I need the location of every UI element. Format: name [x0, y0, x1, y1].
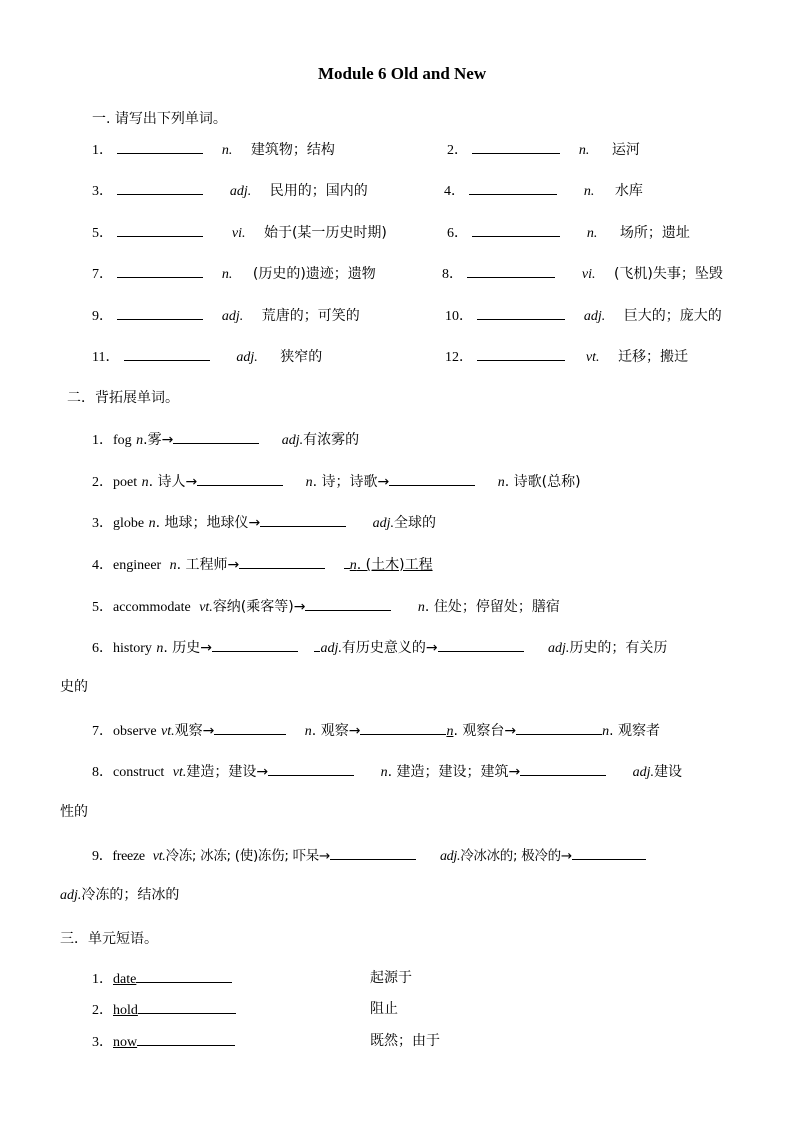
item-number: 5． [92, 226, 113, 241]
part-of-speech: adj. [583, 309, 606, 324]
meaning: .雾→ [143, 432, 174, 448]
part-of-speech: vt. [585, 350, 600, 365]
s1-item-1 [92, 138, 335, 161]
part-of-speech: adj. [372, 516, 395, 531]
meaning: (历史的)遗迹；遗物 [252, 266, 376, 282]
s3-item-2 [92, 999, 236, 1021]
item-number: 6． [92, 641, 113, 656]
item-number: 7． [92, 724, 113, 739]
section-1-heading: 一. 请写出下列单词。 [92, 111, 227, 127]
item-number: 5． [92, 600, 113, 615]
part-of-speech: n [417, 600, 425, 615]
s2-item-6-continued: 史的 [60, 679, 88, 695]
answer-blank[interactable] [472, 221, 560, 237]
part-of-speech: n [497, 475, 505, 490]
phrase-word: now [113, 1035, 138, 1050]
s1-item-7 [92, 262, 376, 285]
meaning: 场所；遗址 [619, 225, 690, 241]
answer-blank[interactable] [197, 470, 283, 486]
s2-item-6 [92, 636, 667, 659]
meaning: 冷冻; 冰冻; (使)冻伤; 吓呆→ [165, 848, 330, 864]
meaning: 巨大的；庞大的 [623, 308, 722, 324]
s2-item-3 [92, 511, 436, 534]
part-of-speech: adj. [320, 641, 342, 656]
part-of-speech: n [305, 475, 313, 490]
s2-item-1 [92, 428, 359, 451]
meaning: 有历史意义的→ [341, 640, 438, 656]
part-of-speech: n. [221, 143, 233, 158]
answer-blank[interactable] [477, 304, 565, 320]
meaning: . 观察台→ [453, 723, 517, 739]
part-of-speech: n. [578, 143, 590, 158]
item-number: 10． [445, 309, 473, 324]
item-number: 7． [92, 267, 113, 282]
part-of-speech: n [304, 724, 312, 739]
headword: globe [113, 516, 145, 531]
s1-item-12 [445, 345, 688, 368]
s1-item-4 [444, 179, 643, 202]
item-number: 9． [92, 309, 113, 324]
part-of-speech: adj. [439, 849, 461, 864]
part-of-speech: adj. [281, 433, 304, 448]
meaning: . 地球；地球仪→ [155, 515, 261, 531]
meaning: 冷冻的；结冰的 [81, 887, 180, 903]
answer-blank[interactable] [138, 999, 236, 1014]
s2-item-9-continued [60, 885, 179, 906]
meaning: . 工程师→ [176, 557, 240, 573]
s2-item-9 [92, 844, 646, 867]
item-number: 4． [92, 558, 113, 573]
meaning: 历史的；有关历 [569, 640, 668, 656]
answer-blank[interactable] [260, 511, 346, 527]
answer-blank[interactable] [137, 1031, 235, 1046]
part-of-speech: vi. [231, 226, 246, 241]
answer-blank[interactable] [124, 345, 210, 361]
part-of-speech: adj. [236, 350, 258, 365]
part-of-speech: vt. [172, 765, 187, 780]
meaning: (飞机)失事；坠毁 [613, 266, 723, 282]
answer-blank[interactable] [117, 179, 203, 195]
answer-blank[interactable] [477, 345, 565, 361]
meaning: 迁移；搬迁 [617, 349, 688, 365]
s2-item-8 [92, 760, 682, 783]
answer-blank[interactable] [520, 760, 606, 776]
answer-blank[interactable] [212, 636, 298, 652]
item-number: 9． [92, 849, 113, 864]
part-of-speech: n [156, 641, 164, 656]
headword: freeze [112, 849, 145, 864]
item-number: 3． [92, 1035, 113, 1050]
answer-blank[interactable] [389, 470, 475, 486]
part-of-speech: adj. [229, 184, 252, 199]
item-number: 12． [445, 350, 473, 365]
answer-blank[interactable] [239, 553, 325, 569]
part-of-speech: n [141, 475, 149, 490]
meaning: 民用的；国内的 [269, 183, 368, 199]
part-of-speech: n. [221, 267, 233, 282]
s3-item-1 [92, 968, 232, 990]
meaning: 容纳(乘客等)→ [212, 599, 306, 615]
part-of-speech: vi. [581, 267, 596, 282]
meaning: 狭窄的 [280, 349, 323, 365]
headword: poet [113, 475, 138, 490]
s2-item-4 [92, 553, 433, 576]
meaning: . 观察者 [609, 723, 660, 739]
part-of-speech: adj. [60, 888, 82, 903]
meaning: . 建造；建设；建筑→ [387, 764, 521, 780]
part-of-speech: vt. [152, 849, 166, 864]
meaning: 建造；建设→ [186, 764, 269, 780]
part-of-speech: adj. [548, 641, 570, 656]
meaning: 建设 [654, 764, 683, 780]
answer-blank[interactable] [117, 221, 203, 237]
s3-item-3 [92, 1031, 235, 1053]
s1-item-9 [92, 304, 360, 327]
meaning: 有浓雾的 [303, 432, 360, 448]
phrase-word: hold [113, 1003, 138, 1018]
item-number: 1． [92, 143, 113, 158]
meaning: . (土木)工程 [356, 557, 433, 573]
item-number: 2． [447, 143, 468, 158]
item-number: 2． [92, 475, 113, 490]
section-3-heading: 三．单元短语。 [60, 931, 158, 947]
meaning: 始于(某一历史时期) [263, 225, 387, 241]
s1-item-2 [447, 138, 640, 161]
headword: construct [113, 765, 165, 780]
answer-blank[interactable] [360, 719, 446, 735]
answer-blank[interactable] [516, 719, 602, 735]
item-number: 1． [92, 972, 113, 987]
answer-blank[interactable] [438, 636, 524, 652]
part-of-speech: n [349, 558, 357, 573]
part-of-speech: n [136, 433, 144, 448]
s2-item-7 [92, 719, 660, 742]
headword: history [113, 641, 152, 656]
meaning: 冷冰冰的; 极冷的→ [460, 848, 572, 864]
part-of-speech: n [602, 724, 610, 739]
s1-item-6 [447, 221, 690, 244]
answer-blank[interactable] [472, 138, 560, 154]
part-of-speech: n. [583, 184, 595, 199]
s1-item-3 [92, 179, 368, 202]
answer-blank[interactable] [214, 719, 286, 735]
s3-meaning-3: 既然；由于 [370, 1033, 440, 1049]
item-number: 1． [92, 433, 113, 448]
answer-blank[interactable] [117, 304, 203, 320]
headword: engineer [113, 558, 162, 573]
item-number: 4． [444, 184, 465, 199]
meaning: . 诗；诗歌→ [312, 474, 390, 490]
s1-item-11 [92, 345, 322, 368]
item-number: 8． [442, 267, 463, 282]
part-of-speech: n [446, 724, 454, 739]
s2-item-5 [92, 595, 560, 618]
section-2-heading: 二．背拓展单词。 [67, 390, 179, 406]
s2-item-8-continued: 性的 [60, 804, 88, 820]
meaning: 全球的 [394, 515, 437, 531]
item-number: 11． [92, 350, 120, 365]
meaning: . 历史→ [163, 640, 212, 656]
part-of-speech: vt. [161, 724, 175, 739]
item-number: 2． [92, 1003, 113, 1018]
headword: fog [113, 433, 132, 448]
s3-meaning-1: 起源于 [370, 970, 412, 986]
s3-meaning-2: 阻止 [370, 1001, 398, 1017]
answer-blank[interactable] [117, 138, 203, 154]
answer-blank[interactable] [572, 844, 646, 860]
answer-blank[interactable] [117, 262, 203, 278]
meaning: 观察→ [174, 723, 215, 739]
meaning: . 诗歌(总称) [504, 474, 581, 490]
s2-item-2 [92, 470, 581, 493]
meaning: 荒唐的；可笑的 [261, 308, 360, 324]
meaning: 水库 [614, 183, 643, 199]
meaning: . 观察→ [311, 723, 361, 739]
meaning: 运河 [611, 142, 640, 158]
headword: observe [113, 724, 157, 739]
item-number: 8． [92, 765, 113, 780]
part-of-speech: n [380, 765, 388, 780]
meaning: . 诗人→ [148, 474, 198, 490]
meaning: . 住处；停留处；膳宿 [424, 599, 560, 615]
item-number: 6． [447, 226, 468, 241]
s1-item-10 [445, 304, 722, 327]
page-title: Module 6 Old and New [318, 64, 487, 83]
part-of-speech: adj. [221, 309, 244, 324]
answer-blank[interactable] [330, 844, 416, 860]
answer-blank[interactable] [469, 179, 557, 195]
meaning: 建筑物；结构 [250, 142, 335, 158]
part-of-speech: adj. [632, 765, 655, 780]
answer-blank[interactable] [268, 760, 354, 776]
item-number: 3． [92, 184, 113, 199]
answer-blank[interactable] [467, 262, 555, 278]
s1-item-5 [92, 221, 387, 244]
headword: accommodate [113, 600, 191, 615]
part-of-speech: vt. [199, 600, 213, 615]
phrase-word: date [113, 972, 137, 987]
part-of-speech: n [169, 558, 177, 573]
answer-blank[interactable] [305, 595, 391, 611]
s1-item-8 [442, 262, 723, 285]
item-number: 3． [92, 516, 113, 531]
part-of-speech: n. [586, 226, 598, 241]
part-of-speech: n [148, 516, 156, 531]
answer-blank[interactable] [136, 968, 232, 983]
answer-blank[interactable] [173, 428, 259, 444]
